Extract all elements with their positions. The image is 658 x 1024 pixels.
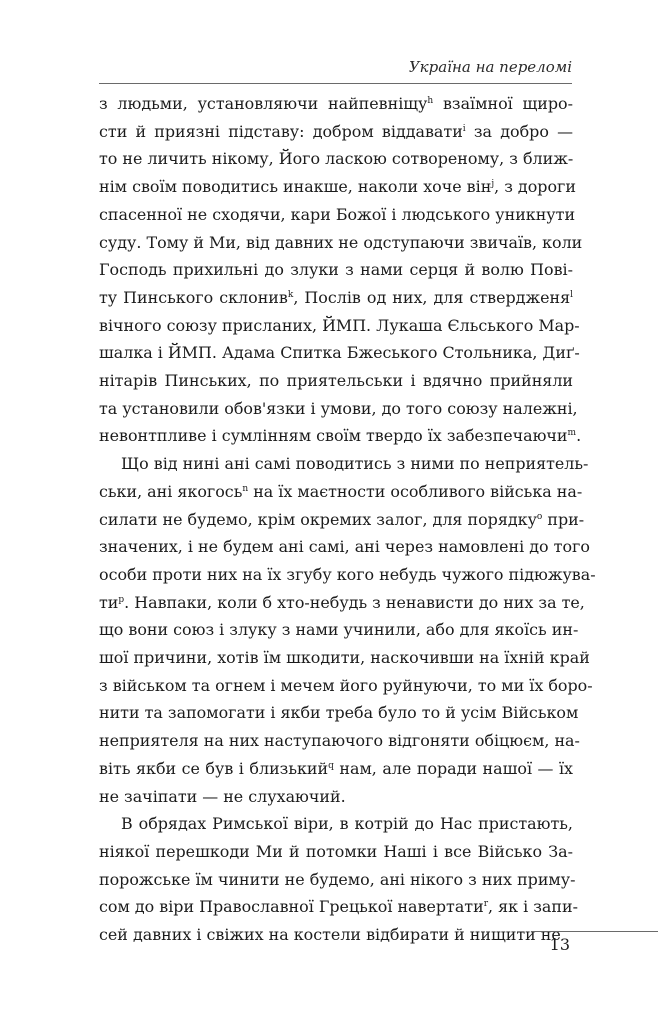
- text-run: нім своїм поводитись инакше, наколи хоче він: [99, 177, 492, 197]
- text-run: ти: [99, 592, 119, 612]
- text-line: [99, 450, 589, 478]
- text-line: [99, 118, 573, 146]
- text-line: [99, 478, 583, 506]
- text-run: ськи, ані якогось: [99, 481, 243, 501]
- text-line: [99, 672, 593, 700]
- text-run: силати не будемо, крім окремих залог, для порядку: [99, 509, 537, 529]
- text-line: [99, 173, 576, 201]
- text-run: Що від нині ані самі поводитись з ними по неприятель-: [121, 454, 589, 474]
- text-run: при-: [542, 509, 585, 529]
- text-line: [99, 422, 582, 450]
- text-line: [99, 755, 573, 783]
- text-run: з військом та огнем і мечем його руйнуючи, то ми їх боро-: [99, 675, 593, 695]
- text-run: ту Пинського склонив: [99, 287, 288, 307]
- text-line: [99, 810, 573, 838]
- text-run: .: [576, 426, 582, 446]
- text-run: сом до віри Православної Грецької навертати: [99, 897, 484, 917]
- paragraph: [99, 810, 578, 949]
- text-line: [99, 644, 590, 672]
- footer-rule: [531, 931, 658, 932]
- text-line: [99, 866, 576, 894]
- text-run: нам, але поради нашої — їх: [333, 758, 573, 778]
- text-run: особи проти них на їх згубу кого небудь чужого підюжува-: [99, 564, 596, 584]
- text-run: В обрядах Римської віри, в котрій до Нас пристають,: [121, 814, 573, 834]
- text-run: вічного союзу присланих, ЙМП. Лукаша Єльського Мар-: [99, 315, 580, 335]
- running-head: Україна на переломі: [408, 58, 572, 76]
- text-run: ніякої перешкоди Ми й потомки Наші і все Військо За-: [99, 841, 573, 861]
- text-line: [99, 284, 573, 312]
- text-line: [99, 783, 573, 811]
- footnote-marker: p: [118, 594, 125, 605]
- text-line: [99, 893, 578, 921]
- header-rule: [99, 83, 572, 84]
- text-line: [99, 145, 573, 173]
- text-run: Господь прихильні до злуки з нами серця й волю Пові-: [99, 260, 573, 280]
- text-line: [99, 533, 590, 561]
- footnote-marker: h: [427, 96, 434, 106]
- text-line: [99, 838, 573, 866]
- text-line: [99, 256, 573, 284]
- footnote-marker: k: [287, 289, 294, 300]
- footnote-marker: l: [570, 289, 573, 300]
- text-line: [99, 727, 580, 755]
- text-line: [99, 201, 576, 229]
- text-run: з людьми, установляючи найпевніщу: [99, 94, 428, 113]
- text-run: суду. Тому й Ми, від давних не одступаючи звичаїв, коли: [99, 232, 583, 252]
- text-run: спасенної не сходячи, кари Божої і людського уникнути: [99, 204, 576, 224]
- paragraph: [99, 450, 596, 810]
- footnote-marker: m: [567, 428, 577, 439]
- text-run: шалка і ЙМП. Адама Спитка Бжеського Стольника, Диґ-: [99, 343, 580, 363]
- text-run: невонтпливе і сумлінням своїм твердо їх забезпечаючи: [99, 426, 568, 446]
- footnote-marker: i: [462, 123, 466, 134]
- text-run: сей давних і свіжих на костели відбирати й нищити не: [99, 925, 561, 945]
- body-text: [99, 90, 596, 949]
- text-run: значених, і не будем ані самі, ані через намовлені до того: [99, 537, 590, 557]
- footnote-marker: r: [483, 899, 488, 910]
- text-run: що вони союз і злуку з нами учинили, або для якоїсь ин-: [99, 620, 579, 640]
- text-line: [99, 229, 583, 257]
- text-run: сти й приязні підставу: добром віддавати: [99, 121, 463, 141]
- text-run: порожське їм чинити не будемо, ані нікого з них приму-: [99, 869, 576, 889]
- text-run: на їх маєтности особливого війська на-: [248, 481, 583, 501]
- text-run: нітарів Пинських, по приятельськи і вдячно прийняли: [99, 371, 573, 391]
- text-line: [99, 506, 585, 534]
- text-run: . Навпаки, коли б хто-небудь з ненависти до них за те,: [124, 592, 585, 612]
- text-line: [99, 90, 573, 118]
- footnote-marker: n: [242, 483, 249, 494]
- text-run: нити та запомогати і якби треба було то й усім Військом: [99, 703, 579, 723]
- text-line: [99, 561, 596, 589]
- text-line: [99, 367, 573, 395]
- text-run: шої причини, хотів їм шкодити, наскочивши на їхній край: [99, 648, 590, 668]
- text-line: [99, 921, 573, 949]
- footnote-marker: q: [328, 760, 334, 771]
- page-number: 13: [549, 935, 570, 954]
- text-run: за добро —: [465, 121, 573, 141]
- text-run: то не личить нікому, Його ласкою сотвореному, з ближ-: [99, 149, 574, 169]
- text-run: , Послів од них, для ствердженя: [293, 287, 571, 307]
- text-run: , як і запи-: [488, 897, 578, 917]
- text-line: [99, 395, 578, 423]
- paragraph: [99, 90, 583, 450]
- text-run: не зачіпати — не слухаючий.: [99, 786, 346, 806]
- footnote-marker: j: [491, 179, 495, 190]
- text-run: , з дороги: [494, 177, 576, 197]
- text-run: неприятеля на них наступаючого відгоняти обіцюєм, на-: [99, 731, 580, 751]
- text-line: [99, 589, 585, 617]
- text-run: взаїмної щиро-: [433, 94, 573, 113]
- text-line: [99, 699, 579, 727]
- text-run: та установили обов'язки і умови, до того союзу належні,: [99, 398, 578, 418]
- text-line: [99, 616, 579, 644]
- footnote-marker: o: [536, 511, 543, 522]
- text-run: віть якби се був і близький: [99, 758, 329, 778]
- text-line: [99, 312, 580, 340]
- text-line: [99, 339, 580, 367]
